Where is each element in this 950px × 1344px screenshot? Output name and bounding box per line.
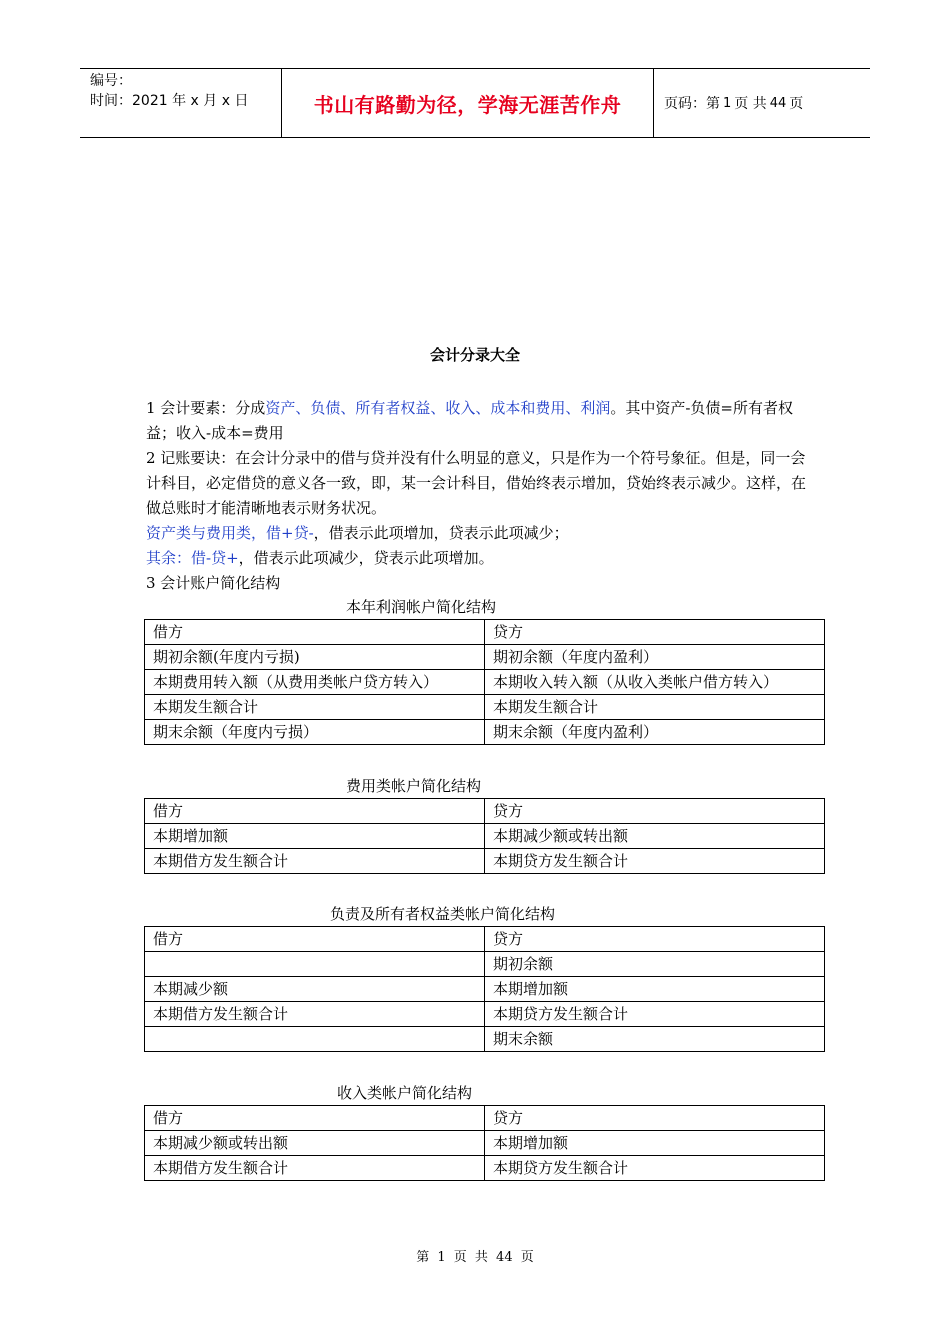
page-current: 1 [723, 95, 732, 111]
document-body [146, 396, 814, 596]
table-row [145, 1156, 825, 1181]
table-row [145, 1106, 825, 1131]
table-row [145, 799, 825, 824]
document-title: 会计分录大全 [429, 346, 520, 364]
table-row [145, 824, 825, 849]
paragraph-asset-expense [146, 521, 814, 546]
p1-text-c: 。其中资产-负债=所有者权益；收入-成本=费用 [146, 399, 793, 442]
table-cell: 借方 [145, 1106, 485, 1131]
table-cell: 贷方 [485, 620, 825, 645]
table-cell: 本期增加额 [145, 824, 485, 849]
table-row [145, 1027, 825, 1052]
table-row [145, 670, 825, 695]
table-cell [145, 952, 485, 977]
table-cell: 贷方 [485, 1106, 825, 1131]
table-cell: 借方 [145, 620, 485, 645]
table-row [145, 952, 825, 977]
table-cell [145, 1027, 485, 1052]
page-total: 44 [769, 95, 787, 111]
table-row [145, 720, 825, 745]
page-footer: 第 1 页 共 44 页 [416, 1250, 534, 1265]
header-meta [80, 69, 282, 137]
table-cell: 贷方 [485, 799, 825, 824]
p1-highlight: 资产、负债、所有者权益、收入、成本和费用、利润 [265, 399, 611, 417]
p3-text: ，借表示此项增加，贷表示此项减少； [313, 524, 569, 542]
table-cell: 本期贷方发生额合计 [485, 1002, 825, 1027]
table-cell: 期初余额(年度内亏损) [145, 645, 485, 670]
table-cell: 本期增加额 [485, 1131, 825, 1156]
table-row [145, 620, 825, 645]
table-cell: 本期借方发生额合计 [145, 849, 485, 874]
table-cell: 本期贷方发生额合计 [485, 1156, 825, 1181]
table-title: 负责及所有者权益类帐户简化结构 [330, 905, 556, 923]
header-motto: 书山有路勤为径，学海无涯苦作舟 [282, 69, 654, 137]
table-cell: 本期借方发生额合计 [145, 1002, 485, 1027]
page-prefix: 页码：第 [664, 96, 720, 112]
table-title: 本年利润帐户简化结构 [346, 598, 497, 616]
table-cell: 本期减少额或转出额 [145, 1131, 485, 1156]
table-row [145, 1131, 825, 1156]
p4-highlight: 其余：借-贷+ [146, 549, 239, 567]
document-number-label: 编号： [90, 73, 132, 89]
table-row [145, 849, 825, 874]
table-cell: 期末余额（年度内盈利） [485, 720, 825, 745]
p3-highlight: 资产类与费用类，借+贷- [146, 524, 314, 542]
table-row [145, 1002, 825, 1027]
paragraph-others [146, 546, 814, 571]
table-cell: 本期减少额或转出额 [485, 824, 825, 849]
account-table-profit [144, 619, 825, 745]
table-row [145, 927, 825, 952]
header-page-info [654, 69, 870, 137]
table-row [145, 695, 825, 720]
document-date: 时间：2021 年 x 月 x 日 [90, 93, 249, 109]
table-cell: 本期借方发生额合计 [145, 1156, 485, 1181]
paragraph-rules: 2 记账要诀：在会计分录中的借与贷并没有什么明显的意义，只是作为一个符号象征。但是，同一会计科目，必定借贷的意义各一致，即，某一会计科目，借始终表示增加，贷始终表示减少。这样，在做总账时才能清晰地表示财务状况。 [146, 449, 807, 517]
table-cell: 本期费用转入额（从费用类帐户贷方转入） [145, 670, 485, 695]
page-suffix: 页 [789, 96, 804, 112]
p1-text-a: 1 会计要素：分成 [146, 399, 266, 417]
table-cell: 期初余额（年度内盈利） [485, 645, 825, 670]
table-cell: 本期发生额合计 [145, 695, 485, 720]
table-row [145, 645, 825, 670]
page-header [80, 68, 870, 138]
table-cell: 本期贷方发生额合计 [485, 849, 825, 874]
paragraph-elements [146, 396, 814, 446]
table-cell: 本期发生额合计 [485, 695, 825, 720]
table-title: 收入类帐户简化结构 [337, 1084, 473, 1102]
table-cell: 本期减少额 [145, 977, 485, 1002]
table-cell: 借方 [145, 799, 485, 824]
p4-text: ，借表示此项减少，贷表示此项增加。 [238, 549, 494, 567]
account-table-liability-equity [144, 926, 825, 1052]
table-row [145, 977, 825, 1002]
table-cell: 本期增加额 [485, 977, 825, 1002]
table-cell: 期末余额 [485, 1027, 825, 1052]
table-title: 费用类帐户简化结构 [346, 777, 482, 795]
table-cell: 贷方 [485, 927, 825, 952]
page-mid: 页 共 [734, 96, 767, 112]
table-cell: 期初余额 [485, 952, 825, 977]
account-table-expense [144, 798, 825, 874]
table-cell: 期末余额（年度内亏损） [145, 720, 485, 745]
account-table-income [144, 1105, 825, 1181]
table-cell: 借方 [145, 927, 485, 952]
paragraph-section-heading: 3 会计账户简化结构 [146, 574, 281, 592]
table-cell: 本期收入转入额（从收入类帐户借方转入） [485, 670, 825, 695]
